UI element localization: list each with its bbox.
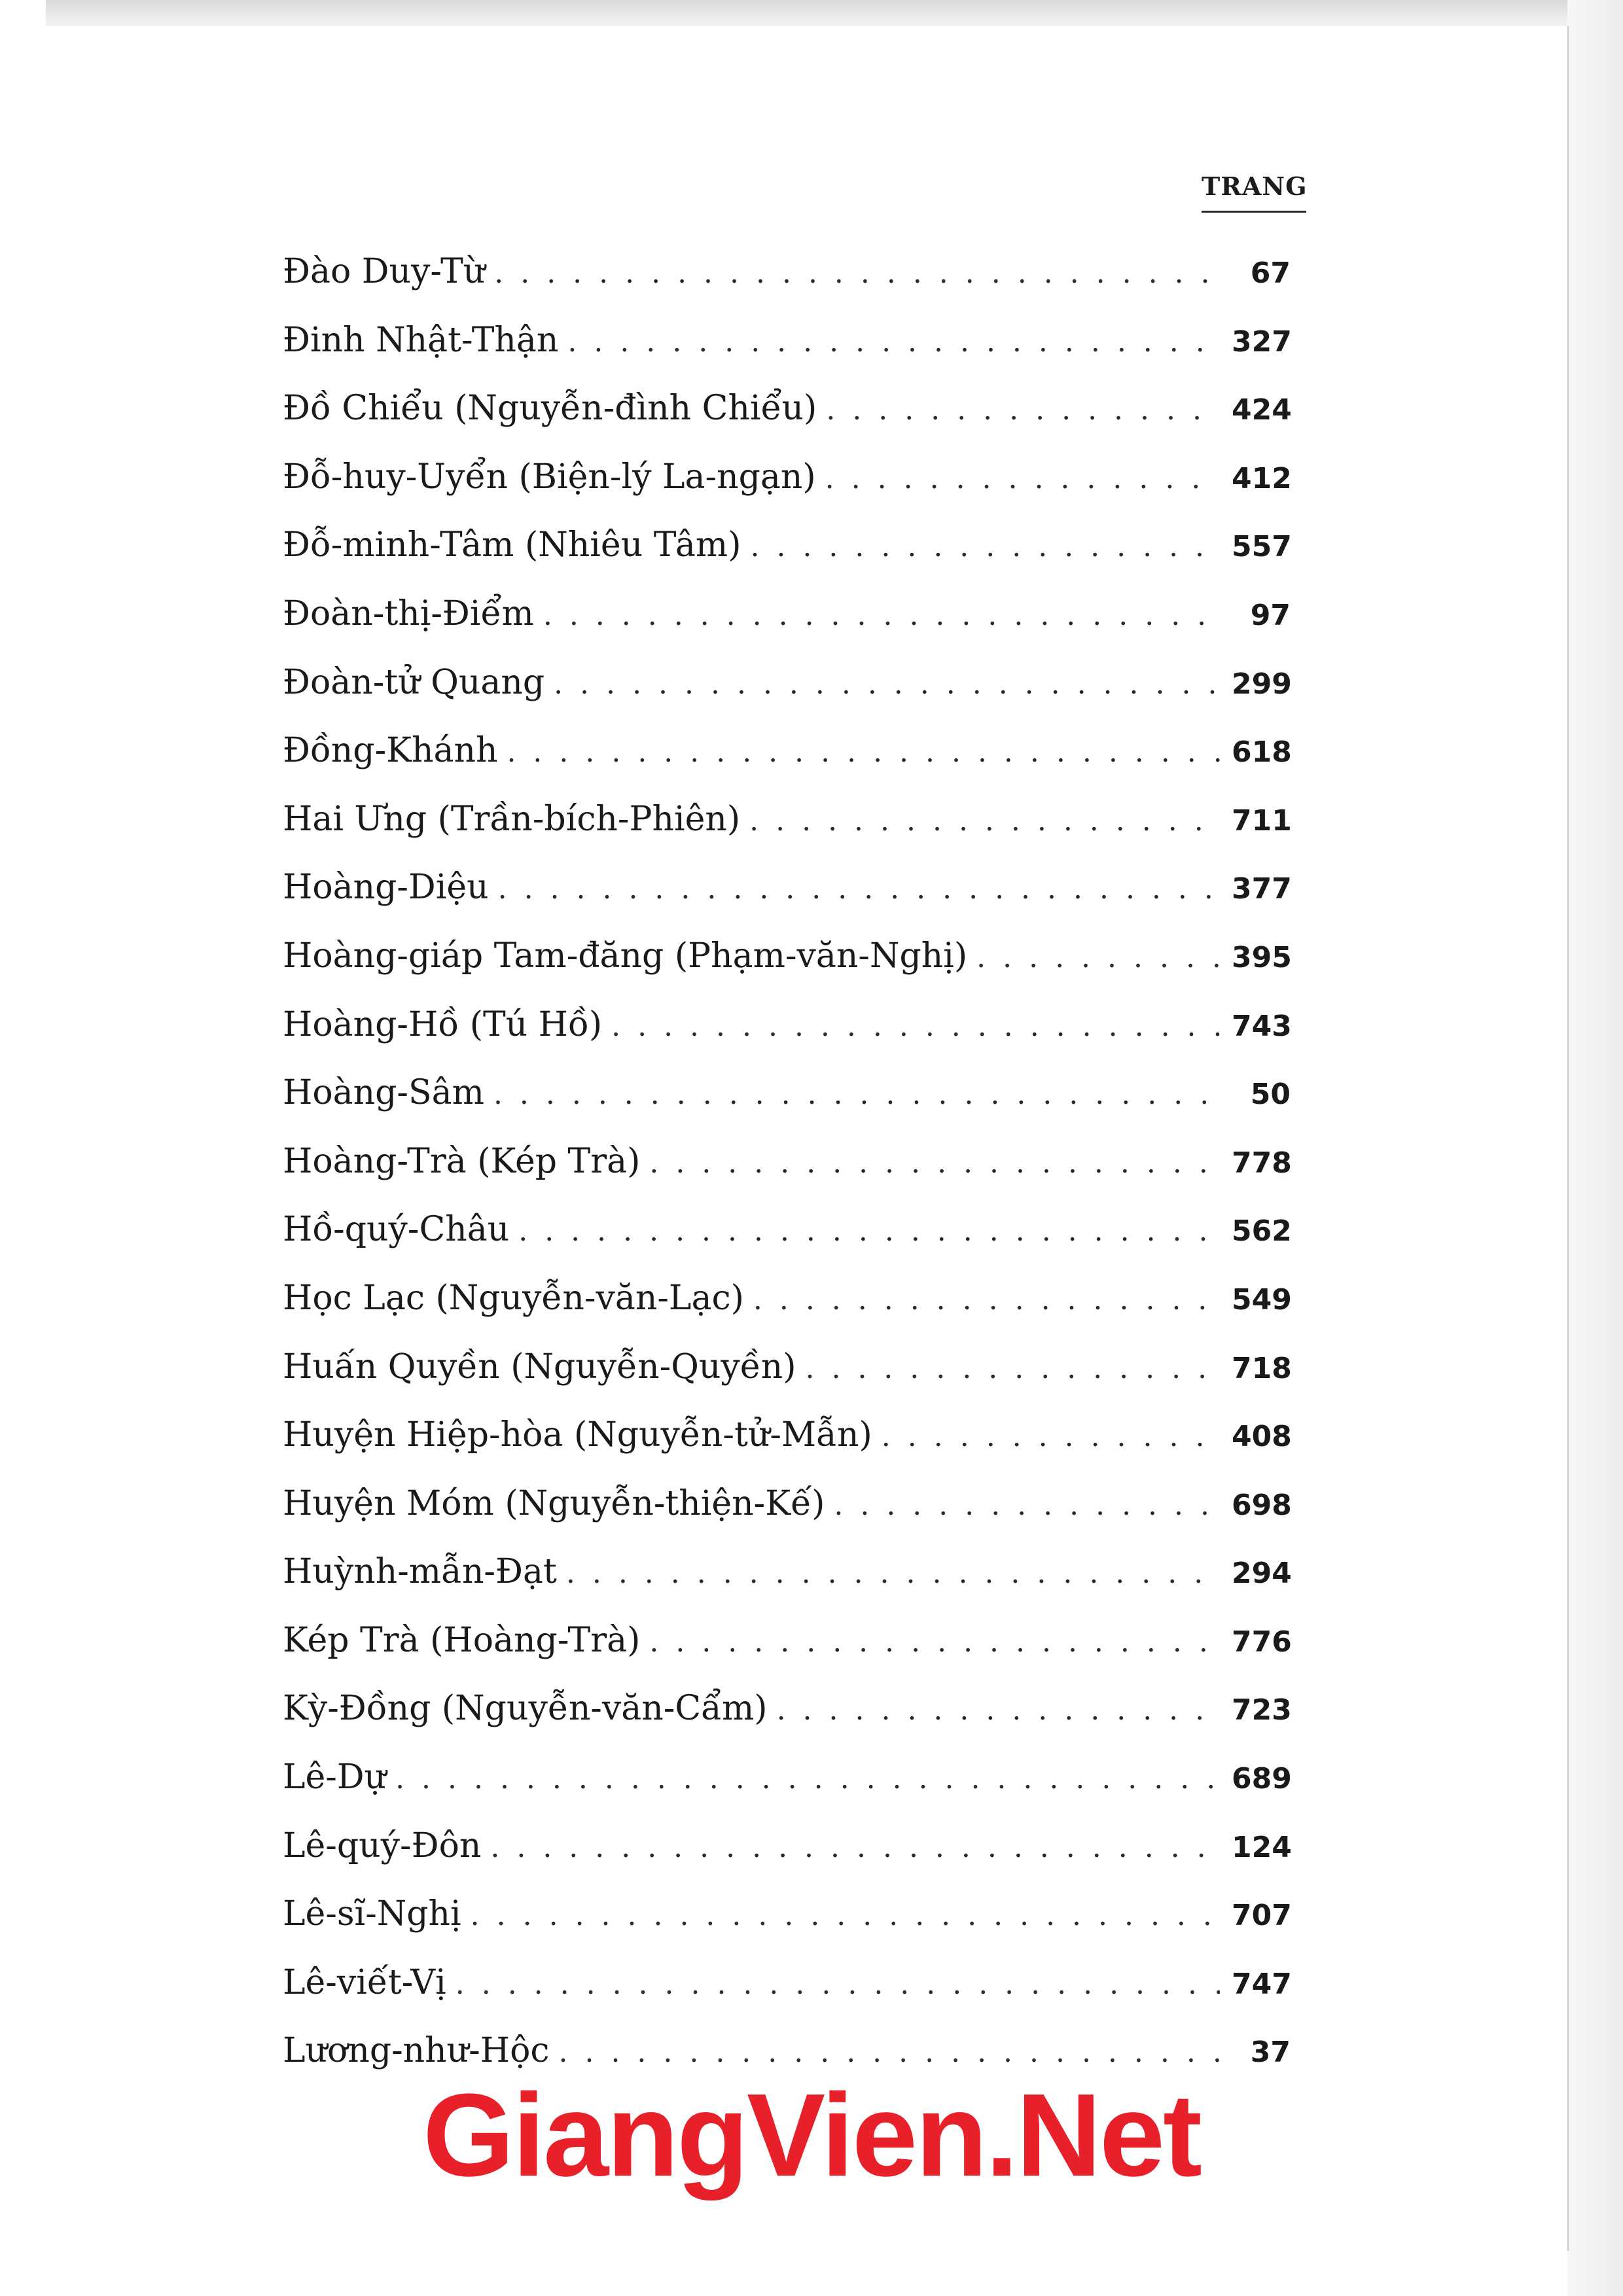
dot-leader <box>806 1352 1221 1385</box>
toc-row <box>283 998 1291 1067</box>
toc-entry-name: Hoàng-Hồ (Tú Hồ) <box>283 1004 603 1044</box>
toc-entry-name: Đỗ-huy-Uyển (Biện-lý La-ngạn) <box>283 457 816 497</box>
toc-entry-name: Kỳ-Đồng (Nguyễn-văn-Cẩm) <box>283 1689 768 1729</box>
toc-row <box>283 1751 1291 1820</box>
toc-row <box>283 1888 1291 1956</box>
toc-page-number: 299 <box>1232 667 1292 701</box>
toc-entry-name: Đào Duy-Từ <box>283 252 486 291</box>
dot-leader <box>825 462 1220 495</box>
toc-page-number: 707 <box>1232 1899 1292 1933</box>
toc-entry-name: Đoàn-tử Quang <box>283 662 545 702</box>
toc-row <box>283 861 1291 930</box>
toc-row <box>283 245 1291 314</box>
toc-page-number: 67 <box>1250 256 1291 290</box>
toc-entry-name: Lương-như-Hộc <box>283 2031 550 2071</box>
toc-page-number: 50 <box>1250 1078 1291 1112</box>
toc-row <box>283 1682 1291 1751</box>
toc-entry-name: Huyện Hiệp-hòa (Nguyễn-tử-Mẫn) <box>283 1415 872 1455</box>
toc-entry-name: Hoàng-giáp Tam-đăng (Phạm-văn-Nghị) <box>283 936 968 976</box>
toc-entry-name: Huấn Quyền (Nguyễn-Quyền) <box>283 1347 796 1386</box>
toc-entry-name: Học Lạc (Nguyễn-văn-Lạc) <box>283 1278 744 1318</box>
dot-leader <box>777 1693 1220 1727</box>
toc-page-number: 37 <box>1250 2036 1291 2070</box>
dot-leader <box>976 941 1220 974</box>
dot-leader <box>749 804 1220 838</box>
toc-page-number: 557 <box>1232 530 1292 564</box>
toc-row <box>283 1614 1291 1683</box>
dot-leader <box>498 872 1220 906</box>
dot-leader <box>559 2036 1221 2069</box>
dot-leader <box>507 735 1220 769</box>
toc-row <box>283 1341 1291 1409</box>
toc-entry-name: Đỗ-minh-Tâm (Nhiêu Tâm) <box>283 525 741 565</box>
toc-page-number: 395 <box>1232 940 1292 974</box>
toc-page-number: 743 <box>1232 1009 1292 1043</box>
toc-page-number: 412 <box>1232 461 1292 495</box>
dot-leader <box>455 1968 1220 2001</box>
toc-page-number: 549 <box>1232 1282 1292 1316</box>
toc-row <box>283 1545 1291 1614</box>
dot-leader <box>566 1557 1220 1590</box>
toc-entry-name: Huỳnh-mẫn-Đạt <box>283 1552 557 1592</box>
toc-row <box>283 656 1291 725</box>
dot-leader <box>649 1625 1220 1659</box>
toc-entry-name: Lê-sĩ-Nghị <box>283 1894 461 1934</box>
dot-leader <box>751 530 1220 563</box>
toc-row <box>283 1135 1291 1204</box>
toc-page-number: 294 <box>1232 1557 1292 1591</box>
toc-row <box>283 724 1291 793</box>
dot-leader <box>543 599 1220 632</box>
toc-entry-name: Huyện Móm (Nguyễn-thiện-Kế) <box>283 1483 825 1523</box>
toc-entry-name: Hai Ưng (Trần-bích-Phiên) <box>283 799 741 839</box>
toc-row <box>283 314 1291 383</box>
toc-page-number: 778 <box>1232 1146 1292 1180</box>
dot-leader <box>494 256 1220 290</box>
table-of-contents <box>283 245 1291 2093</box>
watermark-logo: GiangVien.Net <box>423 2070 1200 2201</box>
dot-leader <box>567 325 1220 359</box>
toc-row <box>283 1477 1291 1546</box>
toc-page-number: 377 <box>1232 872 1292 906</box>
toc-entry-name: Đoàn-thị-Điểm <box>283 593 534 633</box>
toc-entry-name: Lê-quý-Đôn <box>283 1826 482 1865</box>
header-underline <box>1202 211 1306 213</box>
toc-page-number: 618 <box>1232 735 1292 769</box>
dot-leader <box>490 1831 1220 1864</box>
dot-leader <box>649 1146 1220 1180</box>
toc-page-number: 408 <box>1232 1420 1292 1454</box>
scan-shadow-top <box>46 0 1571 26</box>
dot-leader <box>395 1762 1220 1795</box>
toc-page-number: 424 <box>1232 393 1292 427</box>
toc-entry-name: Đồ Chiểu (Nguyễn-đình Chiểu) <box>283 389 817 429</box>
page-edge-line <box>1567 26 1569 2251</box>
toc-row <box>283 588 1291 656</box>
toc-row <box>283 1203 1291 1272</box>
toc-row <box>283 451 1291 520</box>
toc-entry-name: Hồ-quý-Châu <box>283 1210 510 1250</box>
toc-page-number: 562 <box>1232 1214 1292 1248</box>
toc-row <box>283 1956 1291 2025</box>
toc-entry-name: Lê-Dự <box>283 1757 387 1797</box>
dot-leader <box>518 1214 1220 1248</box>
toc-row <box>283 793 1291 862</box>
toc-page-number: 327 <box>1232 325 1292 359</box>
dot-leader <box>882 1420 1220 1453</box>
toc-row <box>283 519 1291 588</box>
dot-leader <box>471 1899 1220 1932</box>
toc-page-number: 97 <box>1250 598 1291 632</box>
toc-page-number: 747 <box>1232 1967 1292 2001</box>
toc-row <box>283 1409 1291 1477</box>
toc-page-number: 689 <box>1232 1762 1292 1796</box>
toc-page-number: 124 <box>1232 1830 1292 1864</box>
page-column-header: TRANG <box>1202 171 1308 201</box>
toc-entry-name: Lê-viết-Vị <box>283 1962 446 2002</box>
dot-leader <box>834 1489 1220 1522</box>
toc-page-number: 698 <box>1232 1488 1292 1522</box>
toc-row <box>283 1067 1291 1135</box>
dot-leader <box>826 393 1220 427</box>
toc-entry-name: Hoàng-Trà (Kép Trà) <box>283 1141 641 1181</box>
toc-page-number: 718 <box>1232 1351 1292 1385</box>
dot-leader <box>753 1283 1220 1316</box>
toc-page-number: 723 <box>1232 1693 1292 1727</box>
toc-row <box>283 1272 1291 1341</box>
toc-entry-name: Đinh Nhật-Thận <box>283 320 559 360</box>
dot-leader <box>554 667 1220 701</box>
toc-entry-name: Kép Trà (Hoàng-Trà) <box>283 1620 641 1660</box>
toc-entry-name: Đồng-Khánh <box>283 731 498 771</box>
toc-entry-name: Hoàng-Sâm <box>283 1073 484 1113</box>
toc-entry-name: Hoàng-Diệu <box>283 868 489 908</box>
toc-page-number: 711 <box>1232 804 1292 838</box>
toc-page-number: 776 <box>1232 1625 1292 1659</box>
scan-shadow-right <box>1567 0 1623 2296</box>
dot-leader <box>611 1010 1220 1043</box>
toc-row <box>283 930 1291 998</box>
toc-row <box>283 382 1291 451</box>
toc-row <box>283 1820 1291 1888</box>
dot-leader <box>493 1078 1220 1111</box>
